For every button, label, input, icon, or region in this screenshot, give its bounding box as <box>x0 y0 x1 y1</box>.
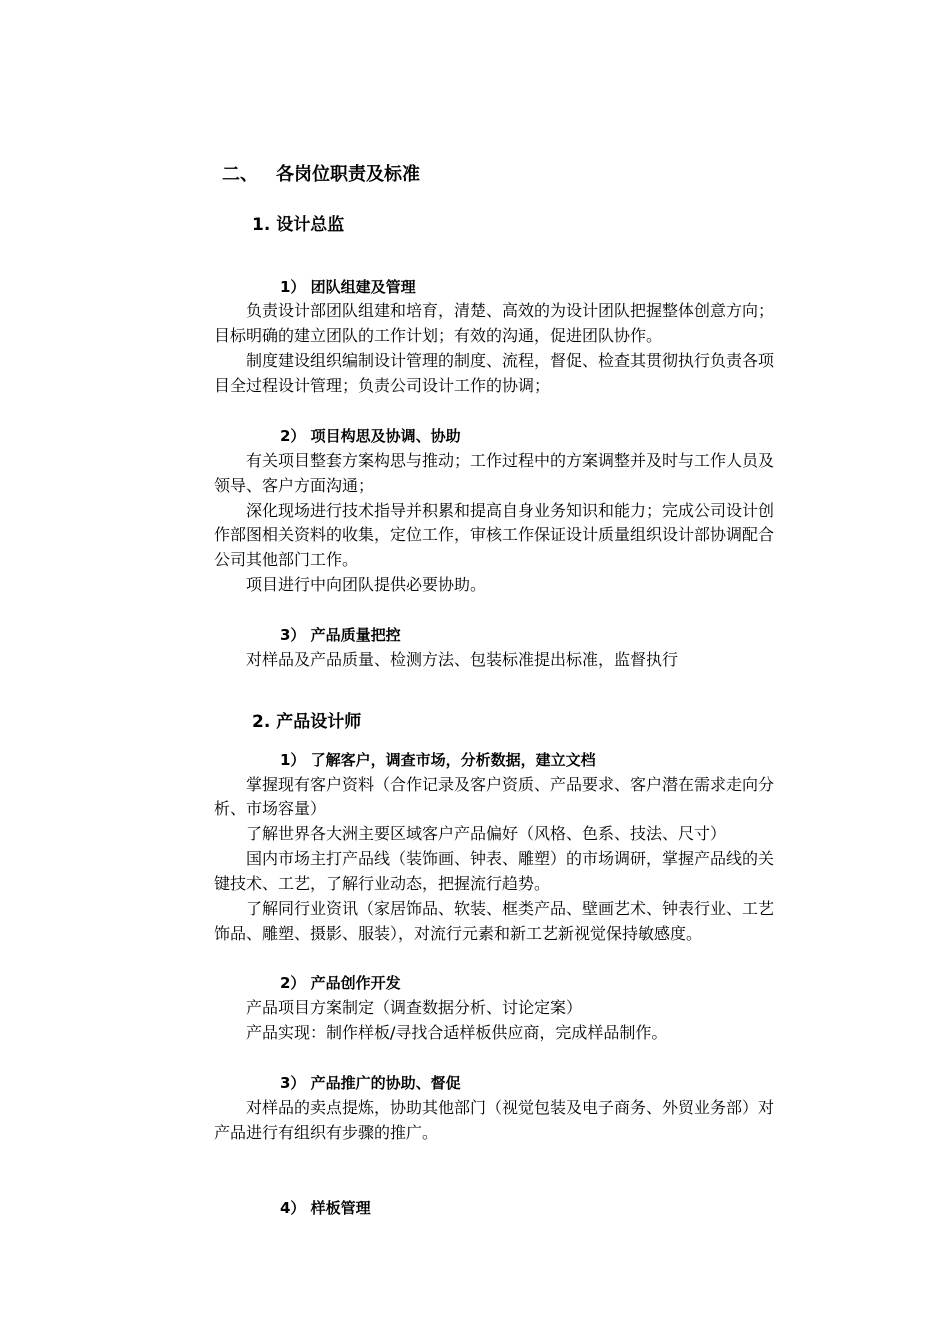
duty-heading: 4） 样板管理 <box>280 1199 371 1217</box>
duty-heading: 3） 产品质量把控 <box>280 626 401 644</box>
paragraph-line: 产品项目方案制定（调查数据分析、讨论定案） <box>246 998 583 1017</box>
paragraph-line: 对样品及产品质量、检测方法、包装标准提出标准，监督执行 <box>246 650 679 669</box>
duty-heading: 1） 了解客户，调查市场，分析数据，建立文档 <box>280 751 596 769</box>
paragraph-line: 作部图相关资料的收集，定位工作，审核工作保证设计质量组织设计部协调配合 <box>214 525 775 544</box>
paragraph-line: 项目进行中向团队提供必要协助。 <box>246 575 487 594</box>
paragraph-line: 公司其他部门工作。 <box>214 550 359 569</box>
paragraph-line: 产品实现：制作样板/寻找合适样板供应商，完成样品制作。 <box>246 1023 668 1042</box>
section-title: 各岗位职责及标准 <box>276 164 420 185</box>
paragraph-line: 目全过程设计管理；负责公司设计工作的协调； <box>214 376 551 395</box>
paragraph-line: 领导、客户方面沟通； <box>214 476 375 495</box>
section-number: 二、 <box>222 164 258 185</box>
paragraph-line: 键技术、工艺，了解行业动态，把握流行趋势。 <box>214 874 551 893</box>
paragraph-line: 产品进行有组织有步骤的推广。 <box>214 1123 439 1142</box>
role-heading: 2. 产品设计师 <box>252 712 362 732</box>
paragraph-line: 深化现场进行技术指导并积累和提高自身业务知识和能力；完成公司设计创 <box>246 501 775 520</box>
duty-heading: 2） 产品创作开发 <box>280 974 401 992</box>
duty-heading: 3） 产品推广的协助、督促 <box>280 1074 461 1092</box>
paragraph-line: 国内市场主打产品线（装饰画、钟表、雕塑）的市场调研，掌握产品线的关 <box>246 849 775 868</box>
duty-heading: 2） 项目构思及协调、协助 <box>280 427 461 445</box>
duty-heading: 1） 团队组建及管理 <box>280 278 416 296</box>
role-heading: 1. 设计总监 <box>252 215 345 235</box>
paragraph-line: 析、市场容量） <box>214 799 327 818</box>
paragraph-line: 有关项目整套方案构思与推动；工作过程中的方案调整并及时与工作人员及 <box>246 451 775 470</box>
paragraph-line: 对样品的卖点提炼，协助其他部门（视觉包装及电子商务、外贸业务部）对 <box>246 1098 775 1117</box>
paragraph-line: 掌握现有客户资料（合作记录及客户资质、产品要求、客户潜在需求走向分 <box>246 775 775 794</box>
paragraph-line: 饰品、雕塑、摄影、服装），对流行元素和新工艺新视觉保持敏感度。 <box>214 924 703 943</box>
paragraph-line: 负责设计部团队组建和培育，清楚、高效的为设计团队把握整体创意方向； <box>246 301 775 320</box>
paragraph-line: 目标明确的建立团队的工作计划；有效的沟通，促进团队协作。 <box>214 326 663 345</box>
paragraph-line: 了解同行业资讯（家居饰品、软装、框类产品、壁画艺术、钟表行业、工艺 <box>246 899 775 918</box>
paragraph-line: 制度建设组织编制设计管理的制度、流程，督促、检查其贯彻执行负责各项 <box>246 351 775 370</box>
paragraph-line: 了解世界各大洲主要区域客户产品偏好（风格、色系、技法、尺寸） <box>246 824 727 843</box>
